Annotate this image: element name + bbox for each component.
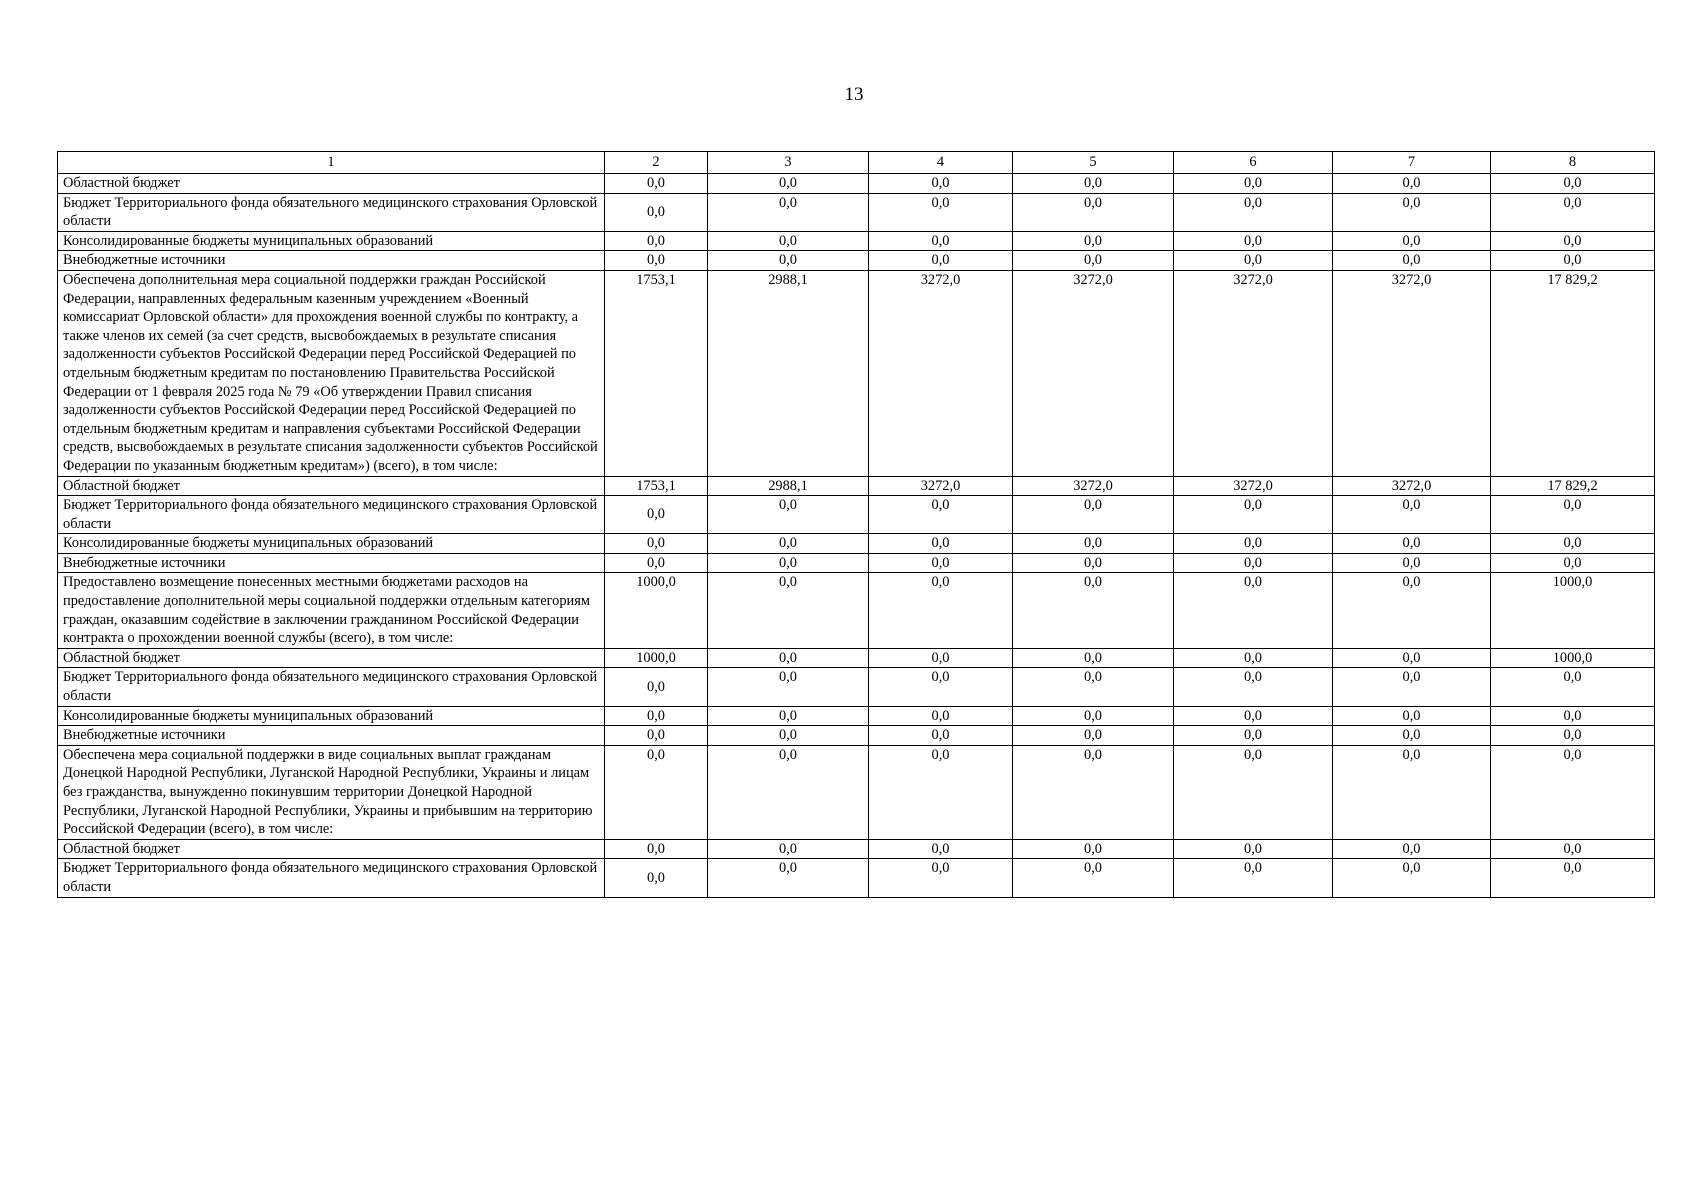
value-cell: 0,0	[1174, 706, 1333, 726]
value-cell: 1000,0	[1491, 648, 1655, 668]
value-cell: 17 829,2	[1491, 476, 1655, 496]
value-cell: 0,0	[605, 251, 708, 271]
value-cell: 3272,0	[1333, 270, 1491, 476]
value-cell: 0,0	[1491, 174, 1655, 194]
value-cell: 0,0	[1333, 668, 1491, 706]
value-cell: 0,0	[605, 193, 708, 231]
value-cell: 0,0	[1013, 648, 1174, 668]
value-cell: 17 829,2	[1491, 270, 1655, 476]
value-cell: 0,0	[1491, 553, 1655, 573]
value-cell: 0,0	[1174, 534, 1333, 554]
table-row	[58, 251, 1655, 271]
row-label: Внебюджетные источники	[58, 553, 605, 573]
table-row	[58, 193, 1655, 231]
value-cell: 0,0	[869, 859, 1013, 897]
value-cell: 0,0	[869, 231, 1013, 251]
value-cell: 0,0	[869, 706, 1013, 726]
table-row	[58, 476, 1655, 496]
value-cell: 0,0	[708, 839, 869, 859]
row-label: Областной бюджет	[58, 839, 605, 859]
value-cell: 0,0	[708, 231, 869, 251]
value-cell: 0,0	[605, 839, 708, 859]
value-cell: 0,0	[1013, 496, 1174, 534]
value-cell: 0,0	[869, 553, 1013, 573]
table-row	[58, 573, 1655, 648]
value-cell: 0,0	[1491, 745, 1655, 839]
value-cell: 0,0	[605, 668, 708, 706]
value-cell: 0,0	[869, 839, 1013, 859]
value-cell: 0,0	[708, 174, 869, 194]
value-cell: 0,0	[708, 534, 869, 554]
value-cell: 0,0	[1013, 251, 1174, 271]
value-cell: 0,0	[1174, 859, 1333, 897]
value-cell: 0,0	[869, 726, 1013, 746]
value-cell: 3272,0	[1174, 476, 1333, 496]
value-cell: 0,0	[1333, 193, 1491, 231]
value-cell: 0,0	[869, 193, 1013, 231]
row-label: Консолидированные бюджеты муниципальных образований	[58, 706, 605, 726]
value-cell: 0,0	[1174, 251, 1333, 271]
value-cell: 0,0	[605, 726, 708, 746]
value-cell: 0,0	[1013, 553, 1174, 573]
value-cell: 1000,0	[605, 648, 708, 668]
value-cell: 0,0	[1333, 553, 1491, 573]
row-label: Областной бюджет	[58, 476, 605, 496]
value-cell: 0,0	[1491, 193, 1655, 231]
value-cell: 0,0	[708, 553, 869, 573]
value-cell: 0,0	[605, 745, 708, 839]
value-cell: 0,0	[1333, 648, 1491, 668]
value-cell: 0,0	[869, 174, 1013, 194]
value-cell: 0,0	[1333, 496, 1491, 534]
row-label: Внебюджетные источники	[58, 251, 605, 271]
value-cell: 0,0	[1174, 193, 1333, 231]
row-label: Предоставлено возмещение понесенных местными бюджетами расходов на предоставление дополнительной меры социальной поддержки отдельным категориям граждан, оказавшим содействие в заключении гражданином Российской Федерации контракта о прохождении военной службы (всего), в том числе:	[58, 573, 605, 648]
column-number: 8	[1491, 152, 1655, 174]
value-cell: 0,0	[605, 706, 708, 726]
value-cell: 0,0	[708, 668, 869, 706]
value-cell: 2988,1	[708, 476, 869, 496]
value-cell: 0,0	[605, 553, 708, 573]
value-cell: 0,0	[869, 648, 1013, 668]
value-cell: 0,0	[708, 496, 869, 534]
value-cell: 0,0	[1491, 668, 1655, 706]
table-row	[58, 706, 1655, 726]
row-label: Бюджет Территориального фонда обязательного медицинского страхования Орловской области	[58, 668, 605, 706]
value-cell: 0,0	[708, 745, 869, 839]
value-cell: 0,0	[1491, 534, 1655, 554]
value-cell: 1753,1	[605, 270, 708, 476]
value-cell: 3272,0	[1013, 476, 1174, 496]
value-cell: 0,0	[1491, 706, 1655, 726]
table-row	[58, 231, 1655, 251]
value-cell: 0,0	[1174, 726, 1333, 746]
value-cell: 0,0	[605, 174, 708, 194]
row-label: Бюджет Территориального фонда обязательного медицинского страхования Орловской области	[58, 193, 605, 231]
value-cell: 0,0	[708, 573, 869, 648]
value-cell: 0,0	[708, 193, 869, 231]
column-number: 6	[1174, 152, 1333, 174]
value-cell: 3272,0	[1013, 270, 1174, 476]
value-cell: 0,0	[708, 726, 869, 746]
table-row	[58, 668, 1655, 706]
value-cell: 0,0	[1333, 726, 1491, 746]
table-row	[58, 745, 1655, 839]
value-cell: 0,0	[1174, 496, 1333, 534]
value-cell: 0,0	[1174, 648, 1333, 668]
value-cell: 0,0	[1333, 745, 1491, 839]
value-cell: 1753,1	[605, 476, 708, 496]
table-row	[58, 553, 1655, 573]
value-cell: 0,0	[1491, 839, 1655, 859]
row-label: Обеспечена дополнительная мера социальной поддержки граждан Российской Федерации, направленных федеральным казенным учреждением «Военный комиссариат Орловской области» для прохождения военной службы по контракту, а также членов их семей (за счет средств, высвобождаемых в результате списания задолженности субъектов Российской Федерации перед Российской Федерацией по отдельным бюджетным кредитам по постановлению Правительства Российской Федерации от 1 февраля 2025 года № 79 «Об утверждении Правил списания задолженности субъектов Российской Федерации перед Российской Федерацией по отдельным бюджетным кредитам и направления субъектами Российской Федерации средств, высвобождаемых в результате списания задолженности субъектов Российской Федерации по указанным бюджетным кредитам») (всего), в том числе:	[58, 270, 605, 476]
value-cell: 0,0	[1174, 231, 1333, 251]
table-row	[58, 174, 1655, 194]
value-cell: 1000,0	[605, 573, 708, 648]
value-cell: 2988,1	[708, 270, 869, 476]
value-cell: 0,0	[1013, 745, 1174, 839]
value-cell: 0,0	[1174, 668, 1333, 706]
value-cell: 0,0	[1491, 496, 1655, 534]
value-cell: 0,0	[869, 573, 1013, 648]
table-row	[58, 726, 1655, 746]
value-cell: 0,0	[869, 668, 1013, 706]
value-cell: 0,0	[1013, 839, 1174, 859]
column-number: 7	[1333, 152, 1491, 174]
table-row	[58, 270, 1655, 476]
value-cell: 0,0	[1333, 534, 1491, 554]
budget-table	[57, 151, 1655, 898]
value-cell: 0,0	[605, 859, 708, 897]
value-cell: 0,0	[708, 706, 869, 726]
table-row	[58, 839, 1655, 859]
value-cell: 0,0	[1333, 859, 1491, 897]
value-cell: 0,0	[1333, 231, 1491, 251]
value-cell: 0,0	[1333, 706, 1491, 726]
value-cell: 0,0	[1013, 231, 1174, 251]
column-number: 4	[869, 152, 1013, 174]
column-number: 3	[708, 152, 869, 174]
column-number-row	[58, 152, 1655, 174]
value-cell: 0,0	[1013, 174, 1174, 194]
value-cell: 0,0	[1491, 251, 1655, 271]
row-label: Обеспечена мера социальной поддержки в виде социальных выплат гражданам Донецкой Народной Республики, Луганской Народной Республики, Украины и лицам без гражданства, вынужденно покинувшим территории Донецкой Народной Республики, Луганской Народной Республики, Украины и прибывшим на территорию Российской Федерации (всего), в том числе:	[58, 745, 605, 839]
value-cell: 0,0	[708, 648, 869, 668]
row-label: Бюджет Территориального фонда обязательного медицинского страхования Орловской области	[58, 496, 605, 534]
value-cell: 0,0	[1174, 553, 1333, 573]
value-cell: 0,0	[1174, 573, 1333, 648]
row-label: Консолидированные бюджеты муниципальных образований	[58, 534, 605, 554]
value-cell: 0,0	[708, 859, 869, 897]
value-cell: 0,0	[1333, 174, 1491, 194]
value-cell: 0,0	[1174, 745, 1333, 839]
row-label: Областной бюджет	[58, 174, 605, 194]
value-cell: 3272,0	[1333, 476, 1491, 496]
value-cell: 0,0	[1174, 174, 1333, 194]
table-row	[58, 859, 1655, 897]
row-label: Бюджет Территориального фонда обязательного медицинского страхования Орловской области	[58, 859, 605, 897]
value-cell: 0,0	[1333, 573, 1491, 648]
value-cell: 1000,0	[1491, 573, 1655, 648]
page-number: 13	[844, 84, 864, 105]
value-cell: 0,0	[605, 496, 708, 534]
value-cell: 0,0	[869, 534, 1013, 554]
value-cell: 0,0	[605, 231, 708, 251]
value-cell: 0,0	[1013, 193, 1174, 231]
table-row	[58, 648, 1655, 668]
value-cell: 0,0	[869, 745, 1013, 839]
row-label: Областной бюджет	[58, 648, 605, 668]
column-number: 2	[605, 152, 708, 174]
value-cell: 0,0	[1333, 251, 1491, 271]
table-row	[58, 534, 1655, 554]
table-row	[58, 496, 1655, 534]
value-cell: 0,0	[1013, 668, 1174, 706]
value-cell: 0,0	[1491, 231, 1655, 251]
value-cell: 0,0	[1013, 726, 1174, 746]
value-cell: 0,0	[1333, 839, 1491, 859]
value-cell: 0,0	[1013, 534, 1174, 554]
value-cell: 0,0	[1491, 859, 1655, 897]
column-number: 5	[1013, 152, 1174, 174]
column-number: 1	[58, 152, 605, 174]
value-cell: 0,0	[708, 251, 869, 271]
value-cell: 0,0	[869, 251, 1013, 271]
value-cell: 0,0	[1174, 839, 1333, 859]
value-cell: 0,0	[869, 496, 1013, 534]
value-cell: 0,0	[1013, 706, 1174, 726]
value-cell: 3272,0	[869, 476, 1013, 496]
value-cell: 3272,0	[869, 270, 1013, 476]
row-label: Консолидированные бюджеты муниципальных образований	[58, 231, 605, 251]
value-cell: 0,0	[1491, 726, 1655, 746]
row-label: Внебюджетные источники	[58, 726, 605, 746]
value-cell: 3272,0	[1174, 270, 1333, 476]
value-cell: 0,0	[605, 534, 708, 554]
value-cell: 0,0	[1013, 859, 1174, 897]
value-cell: 0,0	[1013, 573, 1174, 648]
